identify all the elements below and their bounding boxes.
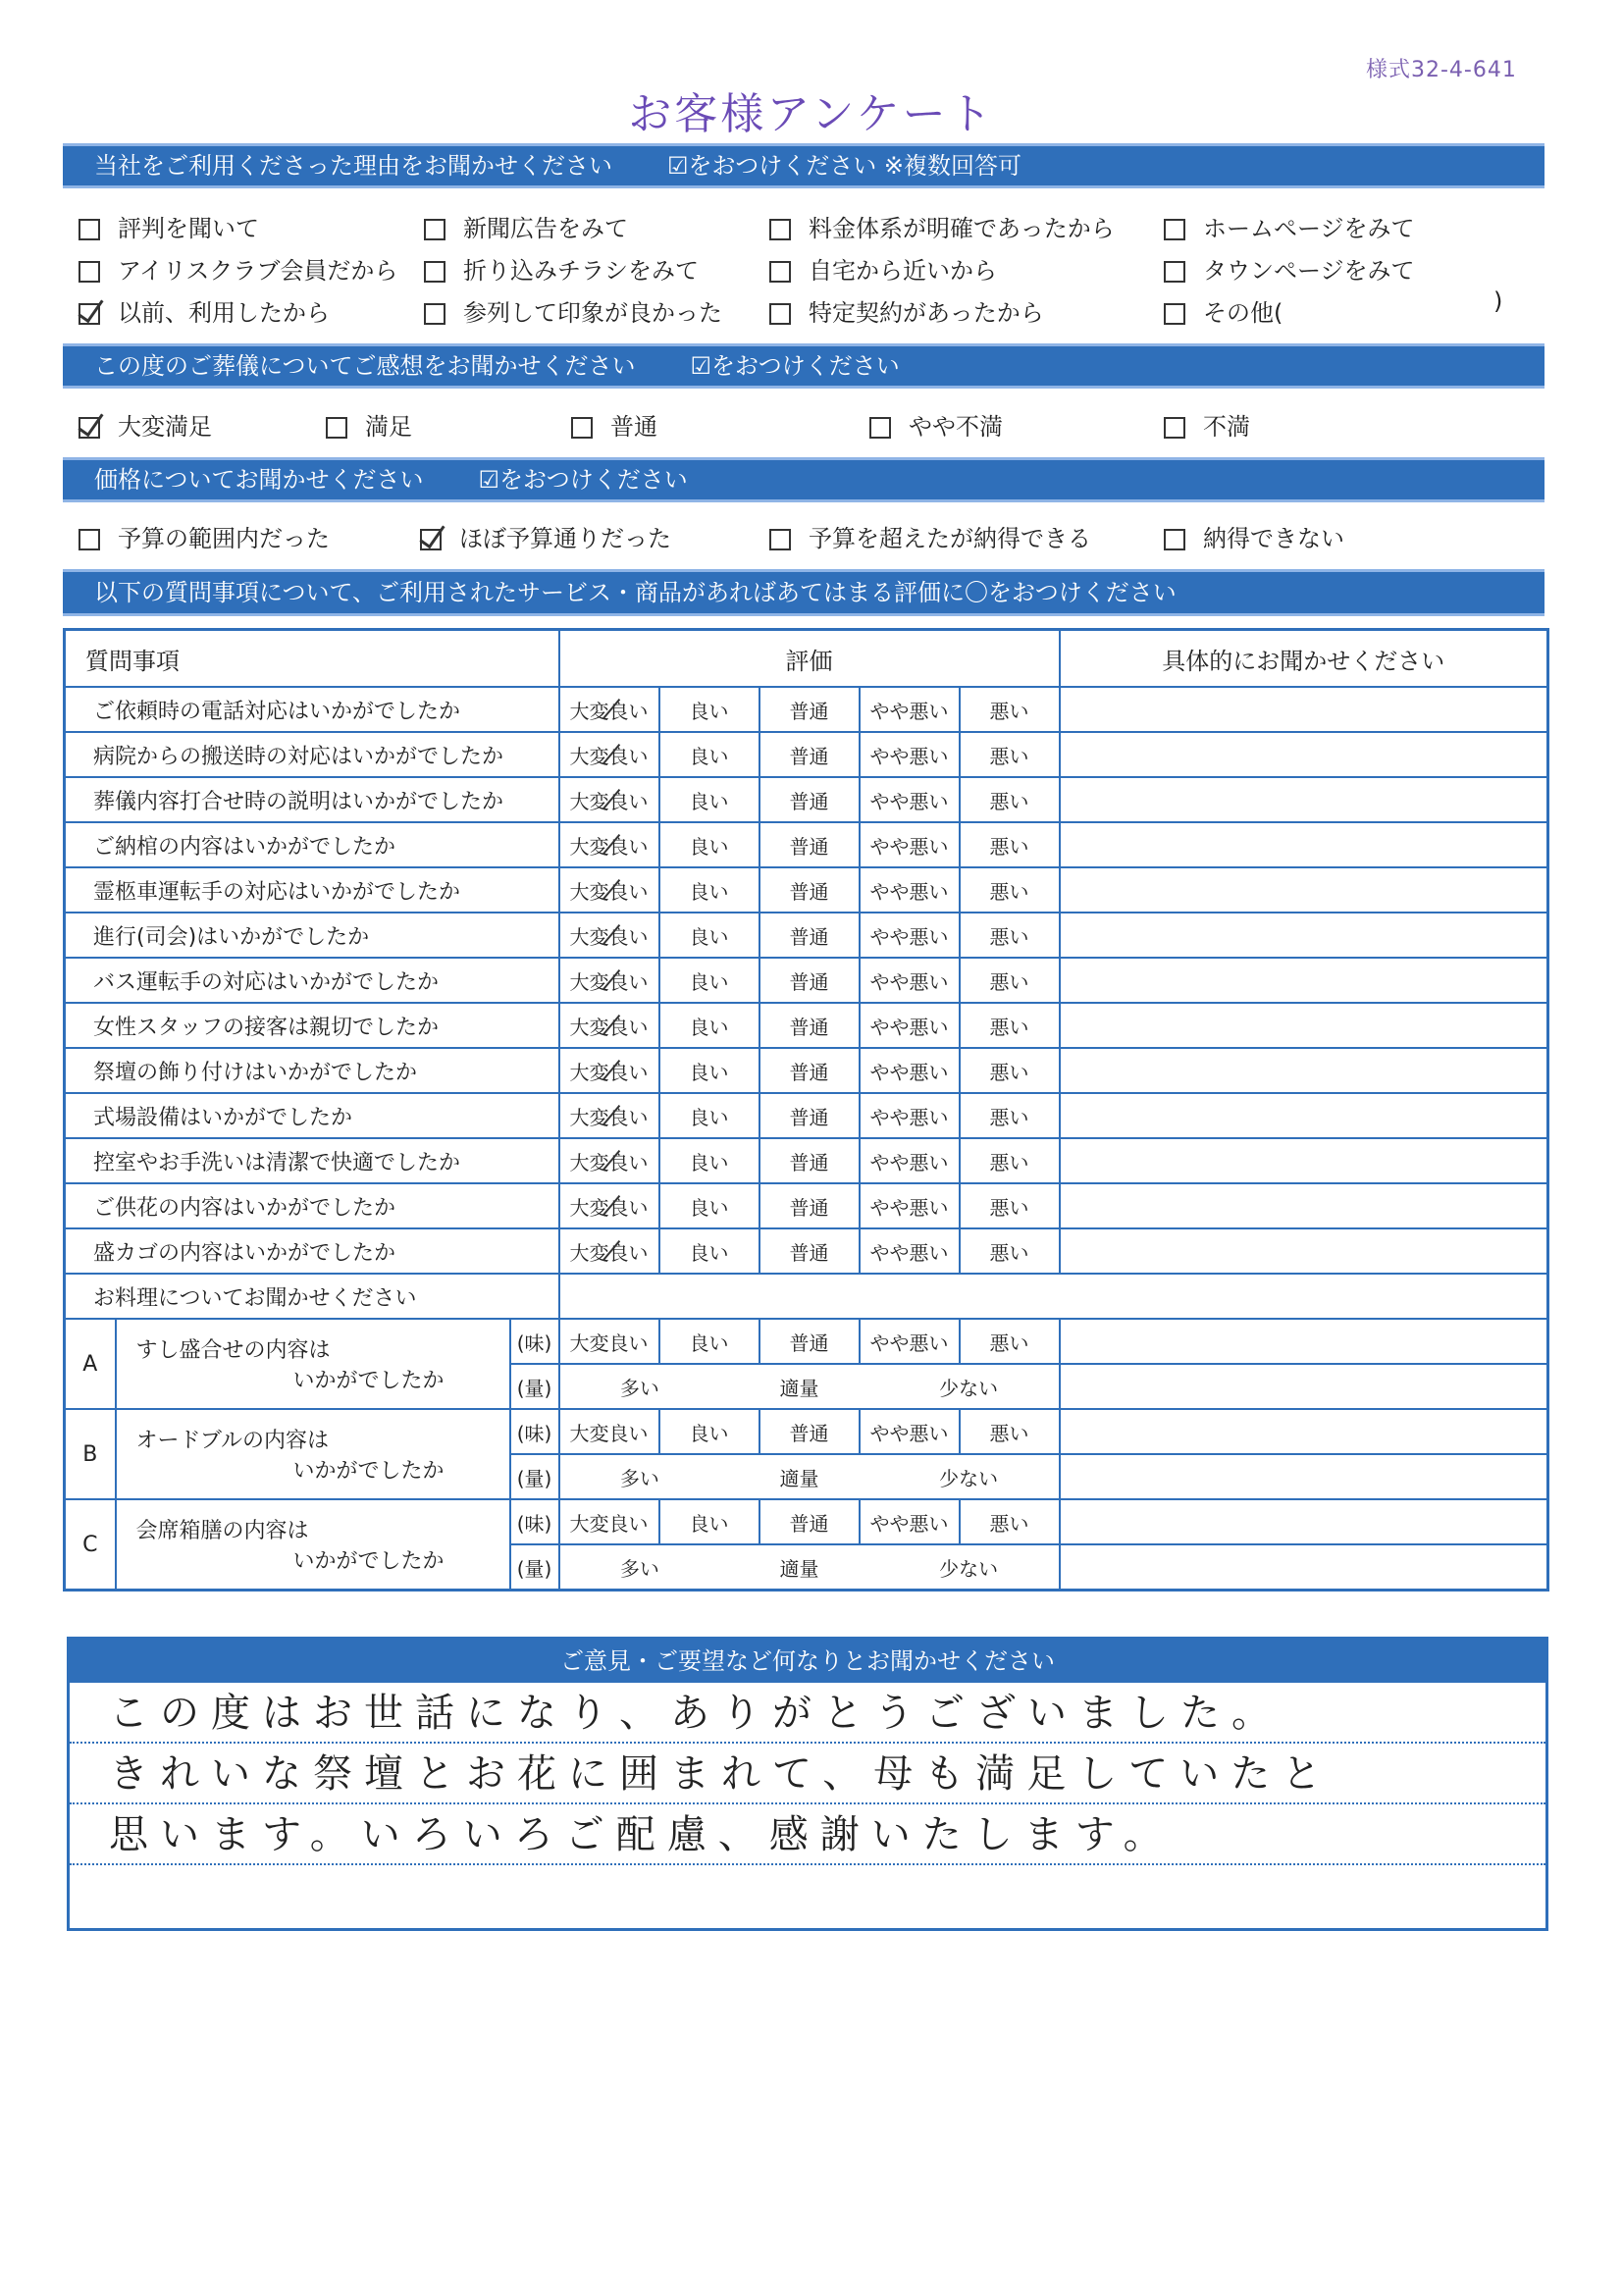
checkbox-option[interactable] xyxy=(769,251,997,286)
rating-option[interactable]: やや悪い xyxy=(860,1499,960,1544)
rating-option[interactable]: やや悪い xyxy=(860,1228,960,1274)
page-title: お客様アンケート xyxy=(628,89,995,139)
comment-line xyxy=(70,1865,1545,1926)
rating-option[interactable]: 大変良い xyxy=(559,687,659,732)
comment-cell[interactable] xyxy=(1060,1093,1548,1138)
checkbox-label: アイリスクラブ会員だから xyxy=(118,257,398,285)
rating-option[interactable]: 悪い xyxy=(960,687,1060,732)
rating-option[interactable]: 良い xyxy=(659,1499,759,1544)
rating-option[interactable]: やや悪い xyxy=(860,1048,960,1093)
checkbox[interactable] xyxy=(769,303,791,325)
table-row xyxy=(65,732,1548,777)
question-text: ご納棺の内容はいかがでしたか xyxy=(65,822,559,867)
rating-option[interactable]: やや悪い xyxy=(860,1138,960,1183)
rating-option[interactable]: 大変良い xyxy=(559,1409,659,1454)
rating-option[interactable]: 普通 xyxy=(759,732,860,777)
amount-option[interactable]: 適量 xyxy=(779,1556,819,1581)
comment-cell[interactable] xyxy=(1060,732,1548,777)
rating-option[interactable]: 悪い xyxy=(960,1183,1060,1228)
checkbox-option[interactable] xyxy=(79,407,212,442)
comment-cell[interactable] xyxy=(1060,1544,1548,1591)
rating-option[interactable]: やや悪い xyxy=(860,1409,960,1454)
checkbox-option[interactable] xyxy=(1164,407,1250,442)
rating-option[interactable]: 良い xyxy=(659,1319,759,1364)
checkbox-checked[interactable] xyxy=(420,529,442,550)
rating-option[interactable]: やや悪い xyxy=(860,1319,960,1364)
amount-option[interactable]: 少ない xyxy=(939,1466,999,1490)
rating-option[interactable]: やや悪い xyxy=(860,822,960,867)
rating-option[interactable]: 良い xyxy=(659,867,759,913)
rating-option[interactable]: 大変良い xyxy=(559,1048,659,1093)
checkbox-option[interactable] xyxy=(1164,251,1415,286)
section-header-text: 当社をご利用くださった理由をお聞かせください xyxy=(94,152,612,180)
section-header-text: 以下の質問事項について、ご利用されたサービス・商品があればあてはまる評価に〇をおつけください xyxy=(94,579,1177,606)
rating-option[interactable]: 良い xyxy=(659,1138,759,1183)
checkbox-label: 納得できない xyxy=(1203,525,1344,552)
column-header-question: 質問事項 xyxy=(65,630,559,688)
checkbox-label: 新聞広告をみて xyxy=(463,215,628,242)
checkbox[interactable] xyxy=(79,219,100,240)
table-row xyxy=(65,777,1548,822)
comment-cell[interactable] xyxy=(1060,958,1548,1003)
checkbox[interactable] xyxy=(1164,417,1185,439)
comment-cell[interactable] xyxy=(1060,1138,1548,1183)
rating-option[interactable]: 悪い xyxy=(960,1319,1060,1364)
checkbox[interactable] xyxy=(79,529,100,550)
rating-option[interactable]: 普通 xyxy=(759,1228,860,1274)
comment-cell[interactable] xyxy=(1060,1048,1548,1093)
checkbox-label: 自宅から近いから xyxy=(809,257,997,285)
comment-cell[interactable] xyxy=(1060,1364,1548,1409)
rating-option[interactable]: やや悪い xyxy=(860,867,960,913)
rating-option[interactable]: 悪い xyxy=(960,1228,1060,1274)
checkbox-label: 参列して印象が良かった xyxy=(463,299,722,327)
question-text: バス運転手の対応はいかがでしたか xyxy=(65,958,559,1003)
rating-option[interactable]: 良い xyxy=(659,958,759,1003)
rating-option[interactable]: 悪い xyxy=(960,1138,1060,1183)
rating-option[interactable]: 普通 xyxy=(759,1183,860,1228)
table-row xyxy=(65,913,1548,958)
checkbox-label: 不満 xyxy=(1203,413,1250,441)
rating-option[interactable]: 良い xyxy=(659,1003,759,1048)
rating-option[interactable]: 大変良い xyxy=(559,1228,659,1274)
rating-option[interactable]: 普通 xyxy=(759,777,860,822)
question-text: ご供花の内容はいかがでしたか xyxy=(65,1183,559,1228)
checkbox-option[interactable] xyxy=(79,293,330,328)
question-text: 盛カゴの内容はいかがでしたか xyxy=(65,1228,559,1274)
checkbox[interactable] xyxy=(79,261,100,283)
amount-options xyxy=(559,1454,1060,1499)
rating-option[interactable]: やや悪い xyxy=(860,1003,960,1048)
checkbox-checked[interactable] xyxy=(79,417,100,439)
checkbox-label: 評判を聞いて xyxy=(118,215,259,242)
rating-option[interactable]: 大変良い xyxy=(559,732,659,777)
checkbox-option[interactable] xyxy=(571,407,657,442)
comment-cell[interactable] xyxy=(1060,1319,1548,1364)
rating-option[interactable]: 悪い xyxy=(960,822,1060,867)
comments-box xyxy=(67,1637,1548,1931)
section-header-price xyxy=(63,457,1544,502)
comment-cell[interactable] xyxy=(1060,1454,1548,1499)
checkbox-label: やや不満 xyxy=(909,413,1003,441)
checkbox-label: 折り込みチラシをみて xyxy=(463,257,699,285)
section-header-impression xyxy=(63,343,1544,389)
form-id: 様式32-4-641 xyxy=(1366,58,1517,82)
rating-option[interactable]: 良い xyxy=(659,1093,759,1138)
checkbox-option[interactable] xyxy=(79,519,330,553)
rating-option[interactable]: 悪い xyxy=(960,1003,1060,1048)
question-text: 女性スタッフの接客は親切でしたか xyxy=(65,1003,559,1048)
checkbox[interactable] xyxy=(869,417,891,439)
table-row xyxy=(65,1093,1548,1138)
food-taste-row xyxy=(65,1319,1548,1364)
table-row xyxy=(65,1183,1548,1228)
comment-cell[interactable] xyxy=(1060,867,1548,913)
rating-option[interactable]: 普通 xyxy=(759,822,860,867)
table-row xyxy=(65,958,1548,1003)
rating-option[interactable]: 普通 xyxy=(759,913,860,958)
checkbox-option[interactable] xyxy=(769,209,1115,243)
food-question xyxy=(116,1319,510,1409)
rating-option[interactable]: 良い xyxy=(659,732,759,777)
comment-cell[interactable] xyxy=(1060,777,1548,822)
checkbox[interactable] xyxy=(769,529,791,550)
checkbox-label: タウンページをみて xyxy=(1203,257,1415,285)
food-question-line2: いかがでしたか xyxy=(292,1459,445,1484)
rating-option[interactable]: 大変良い xyxy=(559,867,659,913)
checkbox[interactable] xyxy=(1164,303,1185,325)
rating-option[interactable]: 大変良い xyxy=(559,1093,659,1138)
food-question-line2: いかがでしたか xyxy=(292,1369,445,1393)
food-question-line1: オードブルの内容は xyxy=(135,1429,329,1453)
checkbox-option[interactable] xyxy=(326,407,412,442)
checkbox-option[interactable] xyxy=(1164,209,1415,243)
rating-option[interactable]: 大変良い xyxy=(559,1319,659,1364)
comment-line: この度はお世話になり、ありがとうございました。 xyxy=(70,1683,1545,1744)
amount-option[interactable]: 適量 xyxy=(779,1466,819,1490)
checkbox-label: 満足 xyxy=(365,413,412,441)
rating-option[interactable]: 良い xyxy=(659,1409,759,1454)
amount-option[interactable]: 適量 xyxy=(779,1376,819,1400)
taste-label: (味) xyxy=(510,1499,559,1544)
rating-option[interactable]: 悪い xyxy=(960,1048,1060,1093)
table-row xyxy=(65,1274,1548,1319)
food-question-line1: すし盛合せの内容は xyxy=(135,1338,331,1363)
food-taste-row xyxy=(65,1499,1548,1544)
section-header-text: 価格についてお聞かせください xyxy=(94,466,424,494)
table-row xyxy=(65,1003,1548,1048)
rating-option[interactable]: 悪い xyxy=(960,1093,1060,1138)
rating-option[interactable]: 普通 xyxy=(759,687,860,732)
rating-option[interactable]: 良い xyxy=(659,1228,759,1274)
rating-option[interactable]: やや悪い xyxy=(860,732,960,777)
column-header-rating: 評価 xyxy=(559,630,1060,688)
amount-option[interactable]: 少ない xyxy=(939,1556,999,1581)
rating-option[interactable]: 普通 xyxy=(759,1003,860,1048)
food-question xyxy=(116,1499,510,1591)
table-row xyxy=(65,1228,1548,1274)
checkbox-label: ほぼ予算通りだった xyxy=(459,525,671,552)
rating-option[interactable]: 大変良い xyxy=(559,958,659,1003)
amount-label: (量) xyxy=(510,1364,559,1409)
question-text: 病院からの搬送時の対応はいかがでしたか xyxy=(65,732,559,777)
comment-cell[interactable] xyxy=(1060,1499,1548,1544)
checkbox-label: 予算を超えたが納得できる xyxy=(809,525,1091,552)
comment-cell[interactable] xyxy=(1060,1409,1548,1454)
checkbox[interactable] xyxy=(424,261,445,283)
question-text: 霊柩車運転手の対応はいかがでしたか xyxy=(65,867,559,913)
table-row xyxy=(65,1138,1548,1183)
rating-option[interactable]: 良い xyxy=(659,913,759,958)
comment-cell[interactable] xyxy=(1060,1003,1548,1048)
checkbox[interactable] xyxy=(1164,219,1185,240)
comments-header: ご意見・ご要望など何なりとお聞かせください xyxy=(70,1640,1545,1683)
amount-option[interactable]: 多い xyxy=(619,1376,659,1400)
rating-option[interactable]: 大変良い xyxy=(559,1138,659,1183)
food-question xyxy=(116,1409,510,1499)
checkbox-option[interactable] xyxy=(424,251,699,286)
other-close-paren: ) xyxy=(1493,287,1503,315)
food-id: A xyxy=(65,1319,116,1409)
checkbox-label: ホームページをみて xyxy=(1203,215,1415,242)
rating-option[interactable]: やや悪い xyxy=(860,913,960,958)
amount-options xyxy=(559,1544,1060,1591)
rating-option[interactable]: 大変良い xyxy=(559,913,659,958)
comment-line: きれいな祭壇とお花に囲まれて、母も満足していたと xyxy=(70,1744,1545,1804)
section-header-text: この度のご葬儀についてご感想をお聞かせください xyxy=(94,352,636,380)
rating-option[interactable]: 普通 xyxy=(759,1319,860,1364)
table-row xyxy=(65,822,1548,867)
food-id: B xyxy=(65,1409,116,1499)
comment-line: 思います。いろいろご配慮、感謝いたします。 xyxy=(70,1804,1545,1865)
amount-label: (量) xyxy=(510,1454,559,1499)
table-row xyxy=(65,1048,1548,1093)
rating-option[interactable]: 悪い xyxy=(960,1499,1060,1544)
question-text: 進行(司会)はいかがでしたか xyxy=(65,913,559,958)
checkbox-label: その他( xyxy=(1203,299,1283,327)
amount-option[interactable]: 少ない xyxy=(939,1376,999,1400)
comment-cell[interactable] xyxy=(1060,1228,1548,1274)
section-instruction: ☑をおつけください xyxy=(690,352,900,380)
rating-option[interactable]: 悪い xyxy=(960,777,1060,822)
rating-option[interactable]: 大変良い xyxy=(559,1003,659,1048)
food-section-label: お料理についてお聞かせください xyxy=(65,1274,559,1319)
rating-option[interactable]: 大変良い xyxy=(559,777,659,822)
comment-cell[interactable] xyxy=(1060,822,1548,867)
rating-option[interactable]: 普通 xyxy=(759,867,860,913)
food-header-blank xyxy=(559,1274,1548,1319)
food-taste-row xyxy=(65,1409,1548,1454)
rating-option[interactable]: 普通 xyxy=(759,1138,860,1183)
checkbox[interactable] xyxy=(1164,529,1185,550)
checkbox-option[interactable] xyxy=(1164,519,1344,553)
question-text: 祭壇の飾り付けはいかがでしたか xyxy=(65,1048,559,1093)
column-header-comment: 具体的にお聞かせください xyxy=(1060,630,1548,688)
rating-option[interactable]: 良い xyxy=(659,822,759,867)
rating-option[interactable]: やや悪い xyxy=(860,958,960,1003)
checkbox[interactable] xyxy=(571,417,593,439)
rating-option[interactable]: やや悪い xyxy=(860,1183,960,1228)
food-id: C xyxy=(65,1499,116,1591)
food-question-line2: いかがでしたか xyxy=(292,1549,445,1574)
checkbox-label: 特定契約があったから xyxy=(809,299,1044,327)
rating-option[interactable]: 悪い xyxy=(960,867,1060,913)
checkbox-option[interactable] xyxy=(769,293,1044,328)
amount-option[interactable]: 多い xyxy=(619,1556,659,1581)
checkbox-option[interactable] xyxy=(869,407,1003,442)
comment-cell[interactable] xyxy=(1060,913,1548,958)
checkbox-option[interactable] xyxy=(1164,293,1283,328)
taste-label: (味) xyxy=(510,1409,559,1454)
checkbox[interactable] xyxy=(424,303,445,325)
rating-option[interactable]: 悪い xyxy=(960,958,1060,1003)
checkbox-option[interactable] xyxy=(79,209,259,243)
rating-option[interactable]: 大変良い xyxy=(559,1499,659,1544)
section-instruction: ☑をおつけください ※複数回答可 xyxy=(667,152,1022,180)
survey-table xyxy=(63,628,1549,1592)
checkbox-label: 予算の範囲内だった xyxy=(118,525,330,552)
comment-cell[interactable] xyxy=(1060,1183,1548,1228)
table-row xyxy=(65,867,1548,913)
section-header-services xyxy=(63,569,1544,616)
rating-option[interactable]: 大変良い xyxy=(559,822,659,867)
rating-option[interactable]: 悪い xyxy=(960,913,1060,958)
rating-option[interactable]: 大変良い xyxy=(559,1183,659,1228)
checkbox[interactable] xyxy=(424,219,445,240)
checkbox[interactable] xyxy=(769,261,791,283)
section-instruction: ☑をおつけください xyxy=(478,466,688,494)
checkbox-label: 普通 xyxy=(610,413,657,441)
rating-option[interactable]: 良い xyxy=(659,687,759,732)
checkbox-label: 大変満足 xyxy=(118,413,212,441)
rating-option[interactable]: 良い xyxy=(659,1183,759,1228)
table-row xyxy=(65,687,1548,732)
checkbox-option[interactable] xyxy=(79,251,397,286)
rating-option[interactable]: 普通 xyxy=(759,958,860,1003)
amount-option[interactable]: 多い xyxy=(619,1466,659,1490)
section-header-reasons xyxy=(63,143,1544,188)
rating-option[interactable]: 良い xyxy=(659,777,759,822)
checkbox[interactable] xyxy=(326,417,347,439)
rating-option[interactable]: やや悪い xyxy=(860,687,960,732)
question-text: 控室やお手洗いは清潔で快適でしたか xyxy=(65,1138,559,1183)
question-text: 式場設備はいかがでしたか xyxy=(65,1093,559,1138)
checkbox-label: 以前、利用したから xyxy=(118,299,330,327)
food-question-line1: 会席箱膳の内容は xyxy=(135,1519,309,1543)
checkbox-option[interactable] xyxy=(424,293,722,328)
question-text: ご依頼時の電話対応はいかがでしたか xyxy=(65,687,559,732)
question-text: 葬儀内容打合せ時の説明はいかがでしたか xyxy=(65,777,559,822)
rating-option[interactable]: やや悪い xyxy=(860,777,960,822)
amount-label: (量) xyxy=(510,1544,559,1591)
rating-option[interactable]: 悪い xyxy=(960,732,1060,777)
rating-option[interactable]: 普通 xyxy=(759,1409,860,1454)
checkbox-option[interactable] xyxy=(420,519,671,553)
rating-option[interactable]: 悪い xyxy=(960,1409,1060,1454)
rating-option[interactable]: 普通 xyxy=(759,1093,860,1138)
rating-option[interactable]: 普通 xyxy=(759,1499,860,1544)
comment-cell[interactable] xyxy=(1060,687,1548,732)
amount-options xyxy=(559,1364,1060,1409)
checkbox[interactable] xyxy=(769,219,791,240)
checkbox-option[interactable] xyxy=(424,209,628,243)
rating-option[interactable]: 普通 xyxy=(759,1048,860,1093)
checkbox-label: 料金体系が明確であったから xyxy=(809,215,1115,242)
rating-option[interactable]: やや悪い xyxy=(860,1093,960,1138)
rating-option[interactable]: 良い xyxy=(659,1048,759,1093)
checkbox[interactable] xyxy=(1164,261,1185,283)
checkbox-checked[interactable] xyxy=(79,303,100,325)
checkbox-option[interactable] xyxy=(769,519,1091,553)
taste-label: (味) xyxy=(510,1319,559,1364)
